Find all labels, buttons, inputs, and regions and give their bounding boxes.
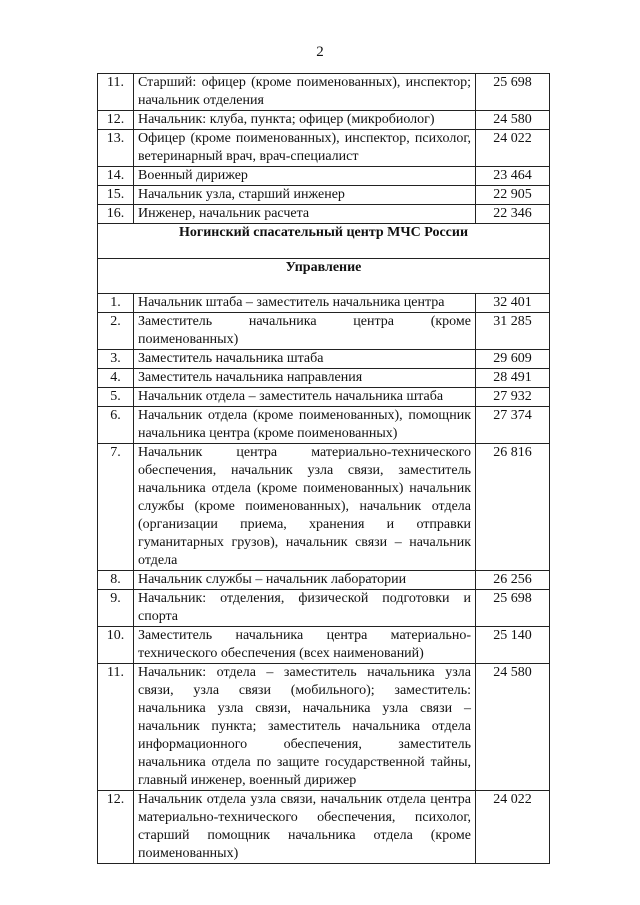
position-title: Старший: офицер (кроме поименованных), инспектор; начальник отделения xyxy=(134,74,476,111)
row-number: 8. xyxy=(98,571,134,590)
table-row xyxy=(98,664,550,791)
salary-value: 29 609 xyxy=(476,350,550,369)
salary-value: 24 022 xyxy=(476,130,550,167)
salary-value: 24 580 xyxy=(476,111,550,130)
table-row xyxy=(98,444,550,571)
position-title: Заместитель начальника центра (кроме поименованных) xyxy=(134,313,476,350)
salary-value: 24 580 xyxy=(476,664,550,791)
position-title: Начальник службы – начальник лаборатории xyxy=(134,571,476,590)
position-title: Офицер (кроме поименованных), инспектор, психолог, ветеринарный врач, врач-специалист xyxy=(134,130,476,167)
row-number: 6. xyxy=(98,407,134,444)
table-row xyxy=(98,407,550,444)
table-row xyxy=(98,74,550,111)
position-title: Начальник центра материально-технического обеспечения, начальник узла связи, заместитель начальника отдела (кроме поименованных) начальник службы (кроме поименованных), начальник отдела (организации приема, хранения и отправки гуманитарных грузов), начальник связи – начальник отдела xyxy=(134,444,476,571)
table-row xyxy=(98,111,550,130)
row-number: 7. xyxy=(98,444,134,571)
salary-value: 27 374 xyxy=(476,407,550,444)
row-number: 11. xyxy=(98,74,134,111)
row-number: 12. xyxy=(98,791,134,864)
salary-value: 26 256 xyxy=(476,571,550,590)
salary-value: 24 022 xyxy=(476,791,550,864)
position-title: Начальник: отделения, физической подготовки и спорта xyxy=(134,590,476,627)
position-title: Военный дирижер xyxy=(134,167,476,186)
table-row xyxy=(98,313,550,350)
salary-value: 28 491 xyxy=(476,369,550,388)
table-row xyxy=(98,627,550,664)
position-title: Начальник отдела узла связи, начальник отдела центра материально-технического обеспечения, психолог, старший помощник начальника отдела (кроме поименованных) xyxy=(134,791,476,864)
page-number: 2 xyxy=(316,44,324,60)
position-title: Начальник: отдела – заместитель начальника узла связи, узла связи (мобильного); заместитель: начальника узла связи, начальника узла связи – начальник пункта; заместитель начальника отдела информационного обеспечения, заместитель начальника отдела по защите государственной тайны, главный инженер, военный дирижер xyxy=(134,664,476,791)
row-number: 5. xyxy=(98,388,134,407)
position-title: Инженер, начальник расчета xyxy=(134,205,476,224)
section-header-block xyxy=(98,224,550,294)
table-row xyxy=(98,571,550,590)
row-number: 15. xyxy=(98,186,134,205)
position-title: Начальник отдела (кроме поименованных), помощник начальника центра (кроме поименованных) xyxy=(134,407,476,444)
row-number: 10. xyxy=(98,627,134,664)
section-title-row xyxy=(98,224,550,259)
row-number: 4. xyxy=(98,369,134,388)
position-title: Заместитель начальника направления xyxy=(134,369,476,388)
subsection-title-row xyxy=(98,259,550,294)
position-title: Начальник отдела – заместитель начальника штаба xyxy=(134,388,476,407)
section-title: Ногинский спасательный центр МЧС России xyxy=(98,224,550,259)
row-number: 1. xyxy=(98,294,134,313)
salary-value: 26 816 xyxy=(476,444,550,571)
table-row xyxy=(98,388,550,407)
table-row xyxy=(98,167,550,186)
row-number: 13. xyxy=(98,130,134,167)
row-number: 9. xyxy=(98,590,134,627)
row-number: 3. xyxy=(98,350,134,369)
table-row xyxy=(98,130,550,167)
row-number: 12. xyxy=(98,111,134,130)
salary-value: 25 698 xyxy=(476,74,550,111)
table-body-bottom xyxy=(98,294,550,864)
position-title: Заместитель начальника центра материально-технического обеспечения (всех наименований) xyxy=(134,627,476,664)
position-title: Начальник: клуба, пункта; офицер (микробиолог) xyxy=(134,111,476,130)
salary-value: 25 140 xyxy=(476,627,550,664)
subsection-title: Управление xyxy=(98,259,550,294)
table-row xyxy=(98,590,550,627)
salary-value: 27 932 xyxy=(476,388,550,407)
position-title: Начальник узла, старший инженер xyxy=(134,186,476,205)
row-number: 2. xyxy=(98,313,134,350)
salary-value: 23 464 xyxy=(476,167,550,186)
table-row xyxy=(98,294,550,313)
salary-value: 32 401 xyxy=(476,294,550,313)
table-row xyxy=(98,186,550,205)
position-title: Начальник штаба – заместитель начальника центра xyxy=(134,294,476,313)
row-number: 11. xyxy=(98,664,134,791)
salary-value: 31 285 xyxy=(476,313,550,350)
salary-value: 22 905 xyxy=(476,186,550,205)
table-row xyxy=(98,369,550,388)
row-number: 14. xyxy=(98,167,134,186)
table-row xyxy=(98,205,550,224)
table-body-top xyxy=(98,74,550,224)
table-row xyxy=(98,791,550,864)
table-row xyxy=(98,350,550,369)
row-number: 16. xyxy=(98,205,134,224)
salary-table xyxy=(97,73,550,864)
position-title: Заместитель начальника штаба xyxy=(134,350,476,369)
salary-value: 25 698 xyxy=(476,590,550,627)
salary-value: 22 346 xyxy=(476,205,550,224)
